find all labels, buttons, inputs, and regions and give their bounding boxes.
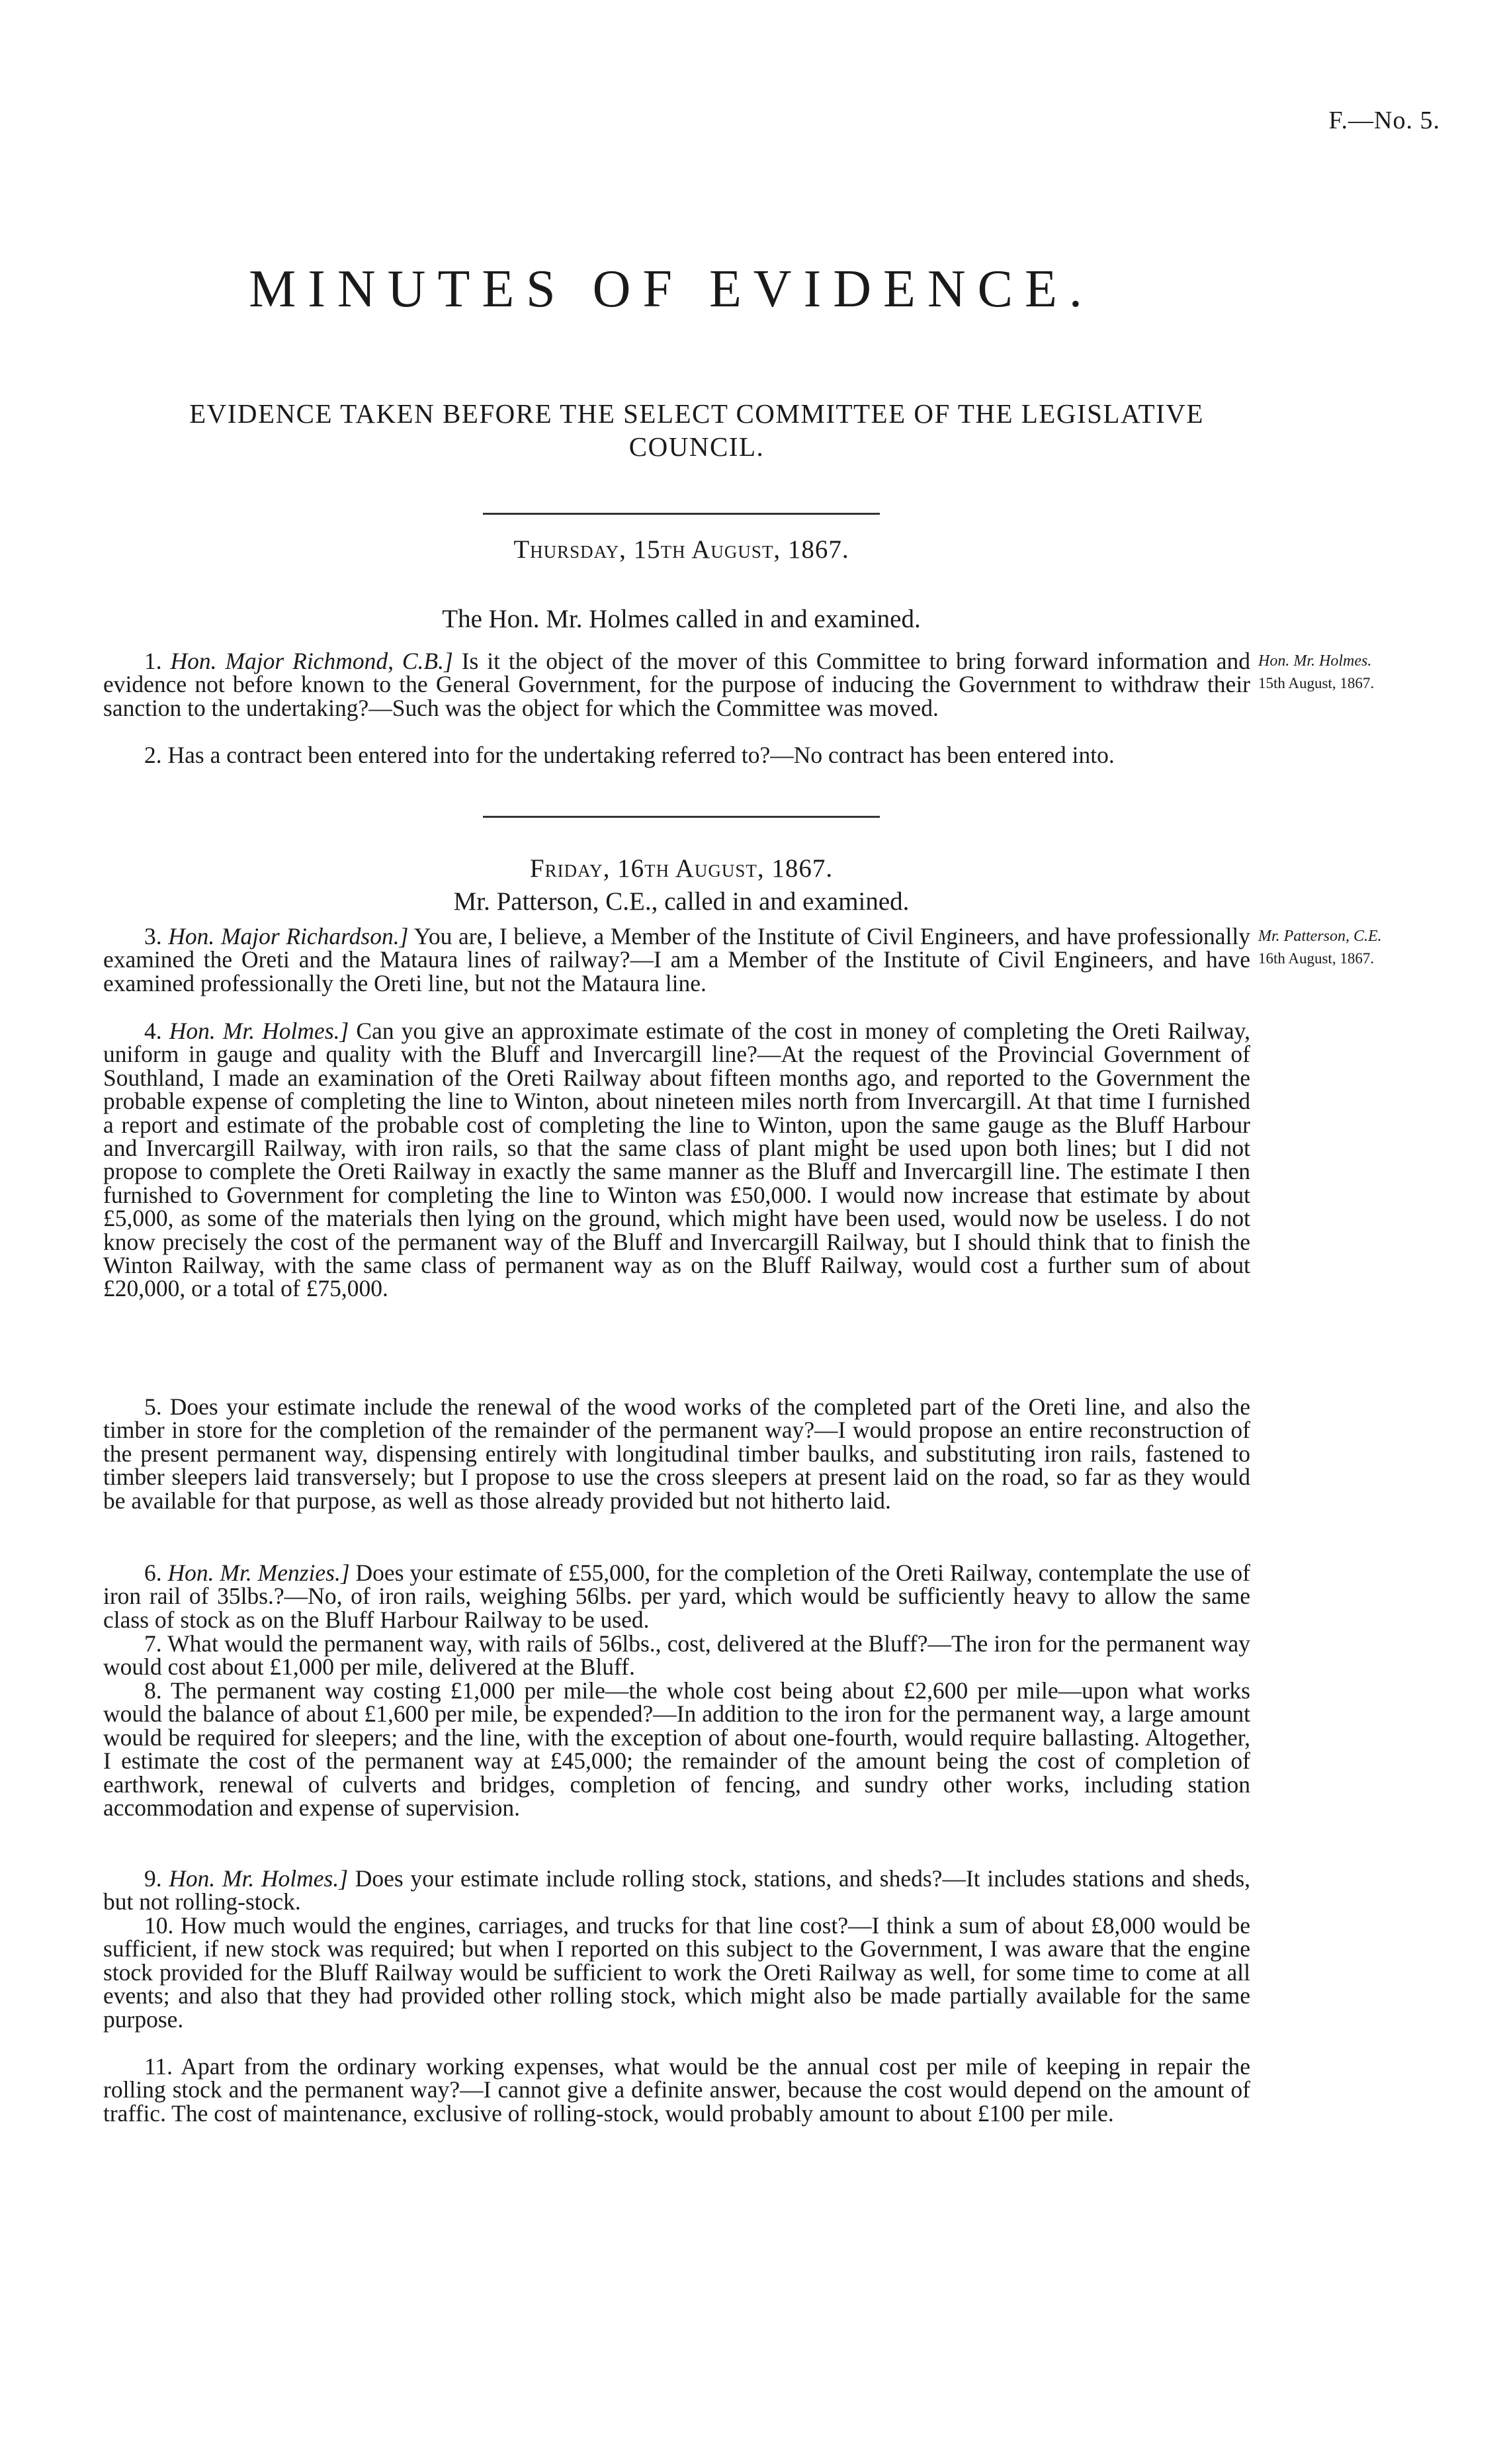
evidence-paragraph [103, 1632, 1250, 1679]
question-text: Does your estimate of £55,000, for the completion of the Oreti Railway, contemplate the use of iron rail of 35lbs.?—No, of iron rails, weighing 56lbs. per yard, which would be sufficiently heavy to allow the same class of stock as on the Bluff Harbour Railway to be used. [103, 1560, 1250, 1633]
section-divider [483, 513, 880, 515]
question-text: The permanent way costing £1,000 per mile—the whole cost being about £2,600 per mile—upon what works would the balance of about £1,600 per mile, be expended?—In addition to the iron for the permanent way, a large amount would be required for sleepers; and the line, with the exception of about one-fourth, would require ballasting. Altogether, I estimate the cost of the permanent way at £45,000; the remainder of the amount being the cost of completion of earthwork, renewal of culverts and bridges, completion of fencing, and sundry other works, including station accommodation and expense of supervision. [103, 1677, 1250, 1822]
question-number: 4. [144, 1018, 162, 1044]
question-text: Apart from the ordinary working expenses, what would be the annual cost per mile of keeping in repair the rolling stock and the permanent way?—I cannot give a definite answer, because the cost would depend on the amount of traffic. The cost of maintenance, exclusive of rolling-stock, would probably amount to about £100 per mile. [103, 2053, 1250, 2127]
witness-called-line: The Hon. Mr. Holmes called in and examined. [442, 605, 921, 633]
margin-witness-name: Mr. Patterson, C.E. [1258, 928, 1382, 945]
question-number: 8. [144, 1677, 162, 1704]
margin-witness-name: Hon. Mr. Holmes. [1258, 652, 1372, 670]
question-number: 7. [144, 1630, 162, 1657]
witness-called-line: Mr. Patterson, C.E., called in and examined. [453, 887, 910, 916]
question-text: Does your estimate include rolling stock, stations, and sheds?—It includes stations and sheds, but not rolling-stock. [103, 1865, 1251, 1915]
question-text: Has a contract been entered into for the undertaking referred to?—No contract has been entered into. [167, 742, 1115, 768]
question-number: 3. [144, 923, 162, 949]
question-number: 5. [144, 1393, 162, 1420]
evidence-paragraph [103, 1020, 1250, 1301]
margin-note [1258, 650, 1457, 695]
questioner-name: Hon. Major Richardson.] [168, 923, 409, 949]
evidence-paragraph [103, 2055, 1250, 2125]
session-date-heading: Thursday, 15th August, 1867. [513, 535, 849, 564]
evidence-paragraph [103, 1867, 1250, 1914]
evidence-paragraph [103, 650, 1250, 720]
evidence-paragraph [103, 744, 1250, 767]
question-text: Is it the object of the mover of this Committee to bring forward information and evidence not before known to the General Government, for the purpose of inducing the Government to withdraw their sanction to the undertaking?—Such was the object for which the Committee was moved. [103, 648, 1250, 721]
question-text: What would the permanent way, with rails of 56lbs., cost, delivered at the Bluff?—The iron for the permanent way would cost about £1,000 per mile, delivered at the Bluff. [103, 1630, 1250, 1681]
evidence-paragraph [103, 1562, 1250, 1632]
evidence-paragraph [103, 925, 1250, 995]
margin-note [1258, 925, 1457, 970]
session-date-heading: Friday, 16th August, 1867. [529, 854, 834, 883]
question-text: Can you give an approximate estimate of the cost in money of completing the Oreti Railway, uniform in gauge and quality with the Bluff and Invercargill line?—At the request of the Provincial Government of Southland, I made an examination of the Oreti Railway about fifteen months ago, and reported to the Government the probable expense of completing the line to Winton, about nineteen miles north from Invercargill. At that time I furnished a report and estimate of the probable cost of completing the line to Winton, upon the same gauge as the Bluff Harbour and Invercargill Railway, with iron rails, so that the same class of plant might be used upon both lines; but I did not propose to complete the Oreti Railway in exactly the same manner as the Bluff and Invercargill line. The estimate I then furnished to Government for completing the line to Winton was £50,000. I would now increase that estimate by about £5,000, as some of the materials then lying on the ground, which might have been used, would now be useless. I do not know precisely the cost of the permanent way of the Bluff and Invercargill Railway, but I should think that to finish the Winton Railway, with the same class of permanent way as on the Bluff Railway, would cost a further sum of about £20,000, or a total of £75,000. [103, 1018, 1251, 1302]
evidence-paragraph [103, 1679, 1250, 1820]
page-subtitle: EVIDENCE TAKEN BEFORE THE SELECT COMMITTEE OF THE LEGISLATIVE COUNCIL. [189, 398, 1204, 462]
question-number: 6. [144, 1560, 162, 1586]
question-text: You are, I believe, a Member of the Institute of Civil Engineers, and have professionally examined the Oreti and the Mataura lines of railway?—I am a Member of the Institute of Civil Engineers, and have examined professionally the Oreti line, but not the Mataura line. [103, 923, 1251, 996]
question-number: 10. [144, 1912, 174, 1939]
margin-date: 16th August, 1867. [1258, 950, 1375, 967]
question-number: 11. [144, 2053, 173, 2080]
question-text: Does your estimate include the renewal of the wood works of the completed part of the Oreti line, and also the timber in store for the completion of the remainder of the permanent way?—I would propose an entire reconstruction of the present permanent way, dispensing entirely with longitudinal timber baulks, and substituting iron rails, fastened to timber sleepers laid transversely; but I propose to use the cross sleepers at present laid on the road, so far as they would be available for that purpose, as well as those already provided but not hitherto laid. [103, 1393, 1250, 1514]
evidence-paragraph [103, 1395, 1250, 1513]
question-number: 9. [144, 1865, 162, 1892]
document-reference: F.—No. 5. [1328, 107, 1440, 134]
questioner-name: Hon. Mr. Holmes.] [169, 1018, 349, 1044]
margin-date: 15th August, 1867. [1258, 675, 1375, 691]
question-text: How much would the engines, carriages, and trucks for that line cost?—I think a sum of about £8,000 would be sufficient, if new stock was required; but when I reported on this subject to the Government, I was aware that the engine stock provided for the Bluff Railway would be sufficient to work the Oreti Railway as well, for some time to come at all events; and also that they had provided other rolling stock, which might also be made partially available for the same purpose. [103, 1912, 1251, 2033]
questioner-name: Hon. Major Richmond, C.B.] [170, 648, 453, 674]
questioner-name: Hon. Mr. Holmes.] [169, 1865, 349, 1892]
question-number: 2. [144, 742, 162, 768]
section-divider [483, 816, 880, 818]
page-title: MINUTES OF EVIDENCE. [249, 260, 1094, 318]
questioner-name: Hon. Mr. Menzies.] [167, 1560, 350, 1586]
evidence-paragraph [103, 1914, 1250, 2031]
question-number: 1. [144, 648, 162, 674]
